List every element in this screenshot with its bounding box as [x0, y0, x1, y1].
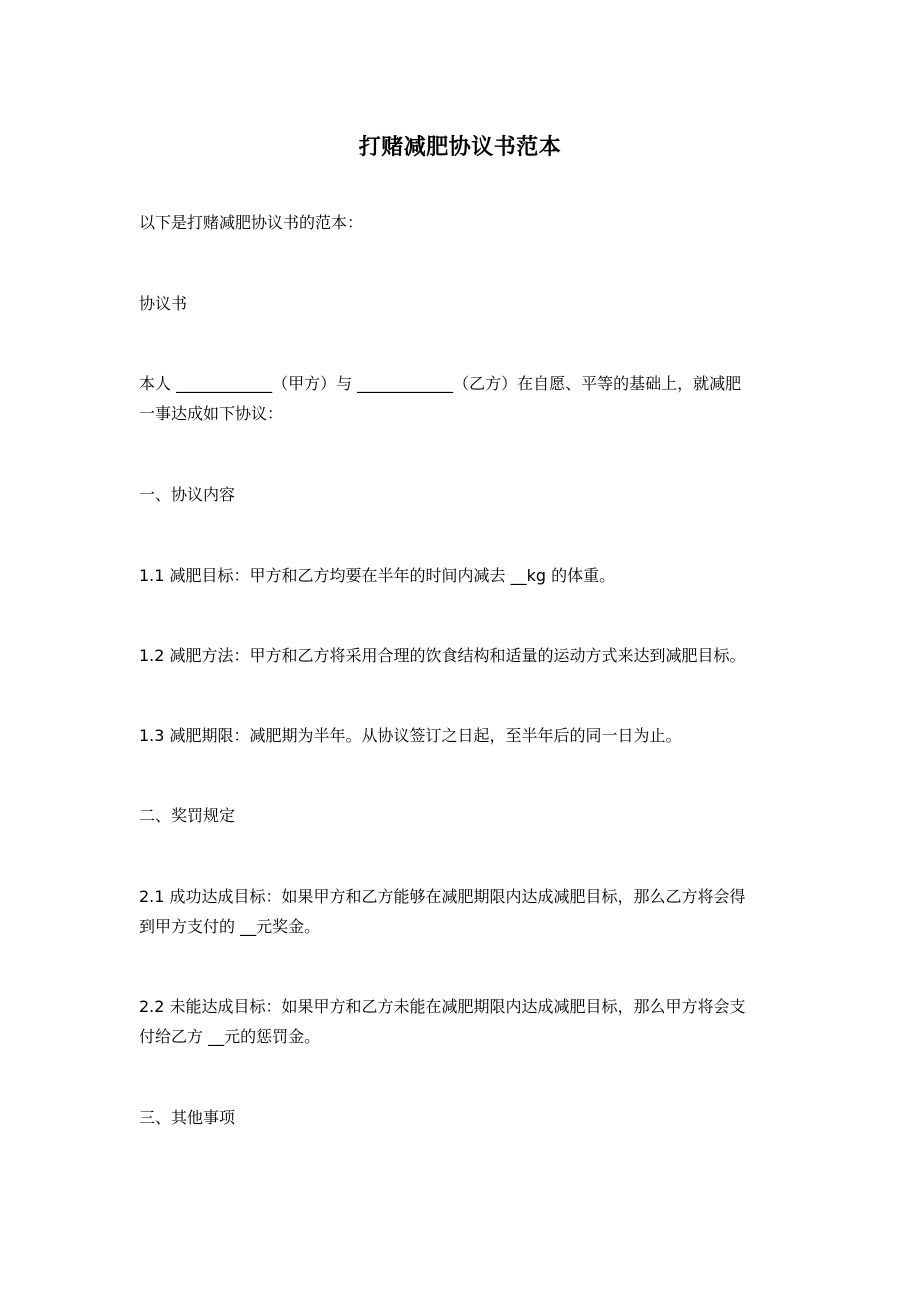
section-2-heading: 二、奖罚规定: [139, 806, 236, 825]
parties-line-1: 本人 ____________（甲方）与 ____________（乙方）在自愿、平等的基础上，就减肥: [139, 374, 742, 393]
clause-2-2-line-1: 2.2 未能达成目标：如果甲方和乙方未能在减肥期限内达成减肥目标，那么甲方将会支: [139, 997, 746, 1016]
intro-text: 以下是打赌减肥协议书的范本：: [139, 213, 364, 232]
document-title: 打赌减肥协议书范本: [358, 135, 562, 160]
section-3-heading: 三、其他事项: [139, 1108, 236, 1127]
clause-2-1-line-2: 到甲方支付的 __元奖金。: [139, 917, 321, 936]
agreement-heading: 协议书: [139, 294, 188, 313]
clause-1-3: 1.3 减肥期限：减肥期为半年。从协议签订之日起，至半年后的同一日为止。: [139, 726, 682, 745]
section-1-heading: 一、协议内容: [139, 485, 236, 504]
parties-line-2: 一事达成如下协议：: [139, 404, 284, 423]
clause-1-1: 1.1 减肥目标：甲方和乙方均要在半年的时间内减去 __kg 的体重。: [139, 566, 616, 585]
clause-2-2-line-2: 付给乙方 __元的惩罚金。: [139, 1027, 321, 1046]
clause-2-1-line-1: 2.1 成功达成目标：如果甲方和乙方能够在减肥期限内达成减肥目标，那么乙方将会得: [139, 887, 746, 906]
clause-1-2: 1.2 减肥方法：甲方和乙方将采用合理的饮食结构和适量的运动方式来达到减肥目标。: [139, 646, 746, 665]
